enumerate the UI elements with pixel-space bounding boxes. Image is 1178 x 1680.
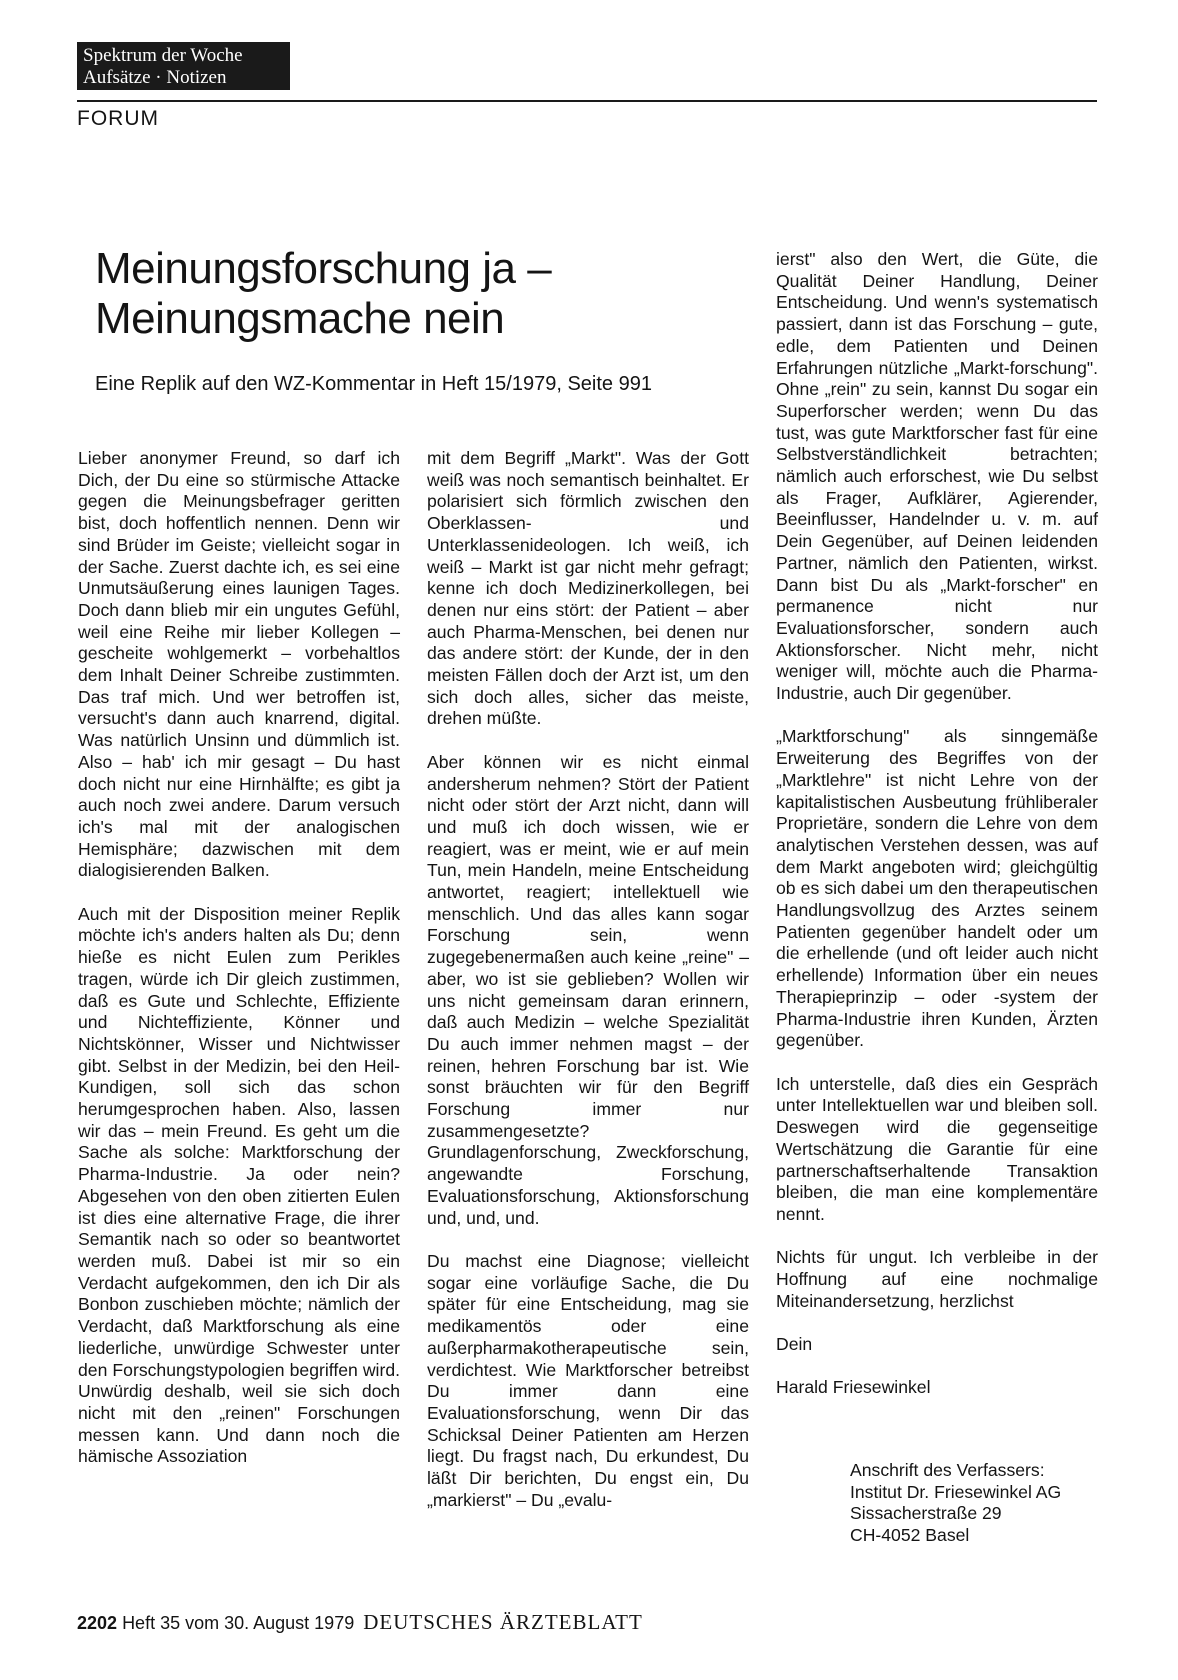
title-line-2: Meinungsmache nein — [95, 294, 505, 343]
address-label: Anschrift des Verfassers: — [850, 1460, 1045, 1480]
paragraph: Auch mit der Disposition meiner Replik möchte ich's anders halten als Du; denn hieße es nicht Eulen zum Perikles tragen, würde ich Dir gleich zustimmen, daß es Gute und Schlechte, Effiziente und Nichteffiziente, Könner und Nichtskönner, Wisser und Nichtwisser gibt. Selbst in der Medizin, bei den Heil-Kundigen, soll sich das schon herumgesprochen haben. Also, lassen wir das – mein Freund. Es geht um die Sache als solche: Marktforschung der Pharma-Industrie. Ja oder nein? Abgesehen von den oben zitierten Eulen ist dies eine alternative Frage, die ihrer Semantik nach so oder so beantwortet werden muß. Dabei ist mir so ein Verdacht aufgekommen, den ich Dir als Bonbon zuschieben möchte; nämlich der Verdacht, daß Marktforschung als eine liederliche, unwürdige Schwester unter den Forschungstypologien begriffen wird. Unwürdig deshalb, weil sie sich doch nicht mit den „reinen" Forschungen messen kann. Und dann noch die hämische Assoziation — [78, 903, 400, 1467]
page-number: 2202 — [77, 1613, 118, 1633]
address-line-3: CH-4052 Basel — [850, 1525, 970, 1546]
article-title — [95, 244, 655, 344]
section-badge — [77, 42, 290, 90]
page-footer — [77, 1610, 643, 1635]
closing-salutation: Dein — [776, 1334, 813, 1355]
text-column-1 — [78, 448, 400, 1490]
paragraph: ierst" also den Wert, die Güte, die Qualität Deiner Handlung, Deiner Entscheidung. Und wenn's systematisch passiert, dann ist das Forschung – gute, edle, dem Patienten und Deinen Erfahrungen nützliche „Markt-forschung". Ohne „rein" zu sein, kannst Du sogar ein Superforscher werden; wenn Du das tust, was gute Marktforscher fast für eine Selbstverständlichkeit betrachten; nämlich auch erforschest, wie Du selbst als Frager, Aufklärer, Agierender, Beeinflusser, Handelnder u. v. m. auf Dein Gegenüber, auf Deinen leidenden Partner, nämlich den Patienten, wirkst. Dann bist Du als „Markt-forscher" en permanence nicht nur Evaluationsforscher, sondern auch Aktionsforscher. Nicht mehr, nicht weniger will, möchte auch die Pharma-Industrie, auch Dir gegenüber. — [776, 249, 1098, 704]
section-label: FORUM — [77, 107, 159, 130]
paragraph: Nichts für ungut. Ich verbleibe in der Hoffnung auf eine nochmalige Miteinandersetzung, herzlichst — [776, 1247, 1098, 1311]
text-column-2 — [427, 448, 749, 1533]
address-line-2: Sissacherstraße 29 — [850, 1503, 1002, 1524]
title-line-1: Meinungsforschung ja – — [95, 244, 552, 293]
author-address — [850, 1460, 1061, 1547]
author-name: Harald Friesewinkel — [776, 1377, 931, 1398]
paragraph: mit dem Begriff „Markt". Was der Gott weiß was noch semantisch beinhaltet. Er polarisiert sich förmlich zwischen den Oberklassen- und Unterklassenideologen. Ich weiß, ich weiß – Markt ist gar nicht mehr gefragt; kenne ich doch Medizinerkollegen, bei denen nur eins stört: der Patient – aber auch Pharma-Menschen, bei denen nur das andere stört: der Kunde, der in den meisten Fällen doch der Arzt ist, um den sich doch alles, sicher das meiste, drehen müßte. — [427, 448, 749, 729]
paragraph: Du machst eine Diagnose; vielleicht sogar eine vorläufige Sache, die Du später für eine Entscheidung, mag sie medikamentös oder eine außerpharmakotherapeutische sein, verdichtest. Wie Marktforscher betreibst Du immer dann eine Evaluationsforschung, wenn Dir das Schicksal Deiner Patienten am Herzen liegt. Du fragst nach, Du erkundest, Du läßt Dir berichten, Du engst ein, Du „markierst" – Du „evalu- — [427, 1250, 749, 1510]
issue-info: Heft 35 vom 30. August 1979 — [122, 1613, 355, 1633]
badge-line-2: Aufsätze · Notizen — [83, 67, 227, 88]
article-subtitle: Eine Replik auf den WZ-Kommentar in Heft 15/1979, Seite 991 — [95, 373, 652, 395]
badge-line-1: Spektrum der Woche — [83, 45, 243, 66]
paragraph: Lieber anonymer Freund, so darf ich Dich, der Du eine so stürmische Attacke gegen die Meinungsbefrager geritten bist, doch hoffentlich nennen. Denn wir sind Brüder im Geiste; vielleicht sogar in der Sache. Zuerst dachte ich, es sei eine Unmutsäußerung eines launigen Tages. Doch dann blieb mir ein ungutes Gefühl, weil eine Reihe mir lieber Kollegen – gescheite wohlgemerkt – vorbehaltlos dem Inhalt Deiner Schreibe zustimmten. Das traf mich. Und wer betroffen ist, versucht's dann auch knarrend, digital. Was natürlich Unsinn und dümmlich ist. Also – hab' ich mir gesagt – Du hast doch nicht nur eine Hirnhälfte; es gibt ja auch noch zwei andere. Darum versuch ich's mal mit der analogischen Hemisphäre; dazwischen mit dem dialogisierenden Balken. — [78, 448, 400, 881]
text-column-3 — [776, 249, 1098, 1421]
journal-name: DEUTSCHES ÄRZTEBLATT — [363, 1610, 643, 1634]
paragraph: „Marktforschung" als sinngemäße Erweiterung des Begriffes von der „Marktlehre" ist nicht Lehre von der kapitalistischen Ausbeutung frühliberaler Proprietäre, sondern die Lehre von dem analytischen Verstehen dessen, was auf dem Markt angeboten wird; gleichgültig ob es sich dabei um den therapeutischen Handlungsvollzug des Arztes seinem Patienten gegenüber handelt oder um die erhellende (und oft leider auch nicht erhellende) Information über ein neues Therapieprinzip – oder -system der Pharma-Industrie ihren Kunden, Ärzten gegenüber. — [776, 726, 1098, 1051]
address-line-1: Institut Dr. Friesewinkel AG — [850, 1481, 1062, 1502]
paragraph: Aber können wir es nicht einmal andersherum nehmen? Stört der Patient nicht oder stört der Arzt nicht, dann will und muß ich doch wissen, wie er reagiert, was er meint, wie er auf mein Tun, mein Handeln, meine Entscheidung antwortet, reagiert; intellektuell wie menschlich. Und das alles kann sogar Forschung sein, wenn zugegebenermaßen auch keine „reine" – aber, wo ist sie geblieben? Wollen wir uns nicht gemeinsam daran erinnern, daß auch Medizin – welche Spezialität Du auch immer nehmen magst – der reinen, hehren Forschung bar ist. Wie sonst bräuchten wir für den Begriff Forschung immer nur zusammengesetzte? Grundlagenforschung, Zweckforschung, angewandte Forschung, Evaluationsforschung, Aktionsforschung und, und, und. — [427, 751, 749, 1228]
header-rule — [77, 100, 1097, 102]
paragraph: Ich unterstelle, daß dies ein Gespräch unter Intellektuellen war und bleiben soll. Deswegen wird die gegenseitige Wertschätzung die Garantie für eine partnerschaftserhaltende Transaktion bleiben, die man eine komplementäre nennt. — [776, 1073, 1098, 1224]
